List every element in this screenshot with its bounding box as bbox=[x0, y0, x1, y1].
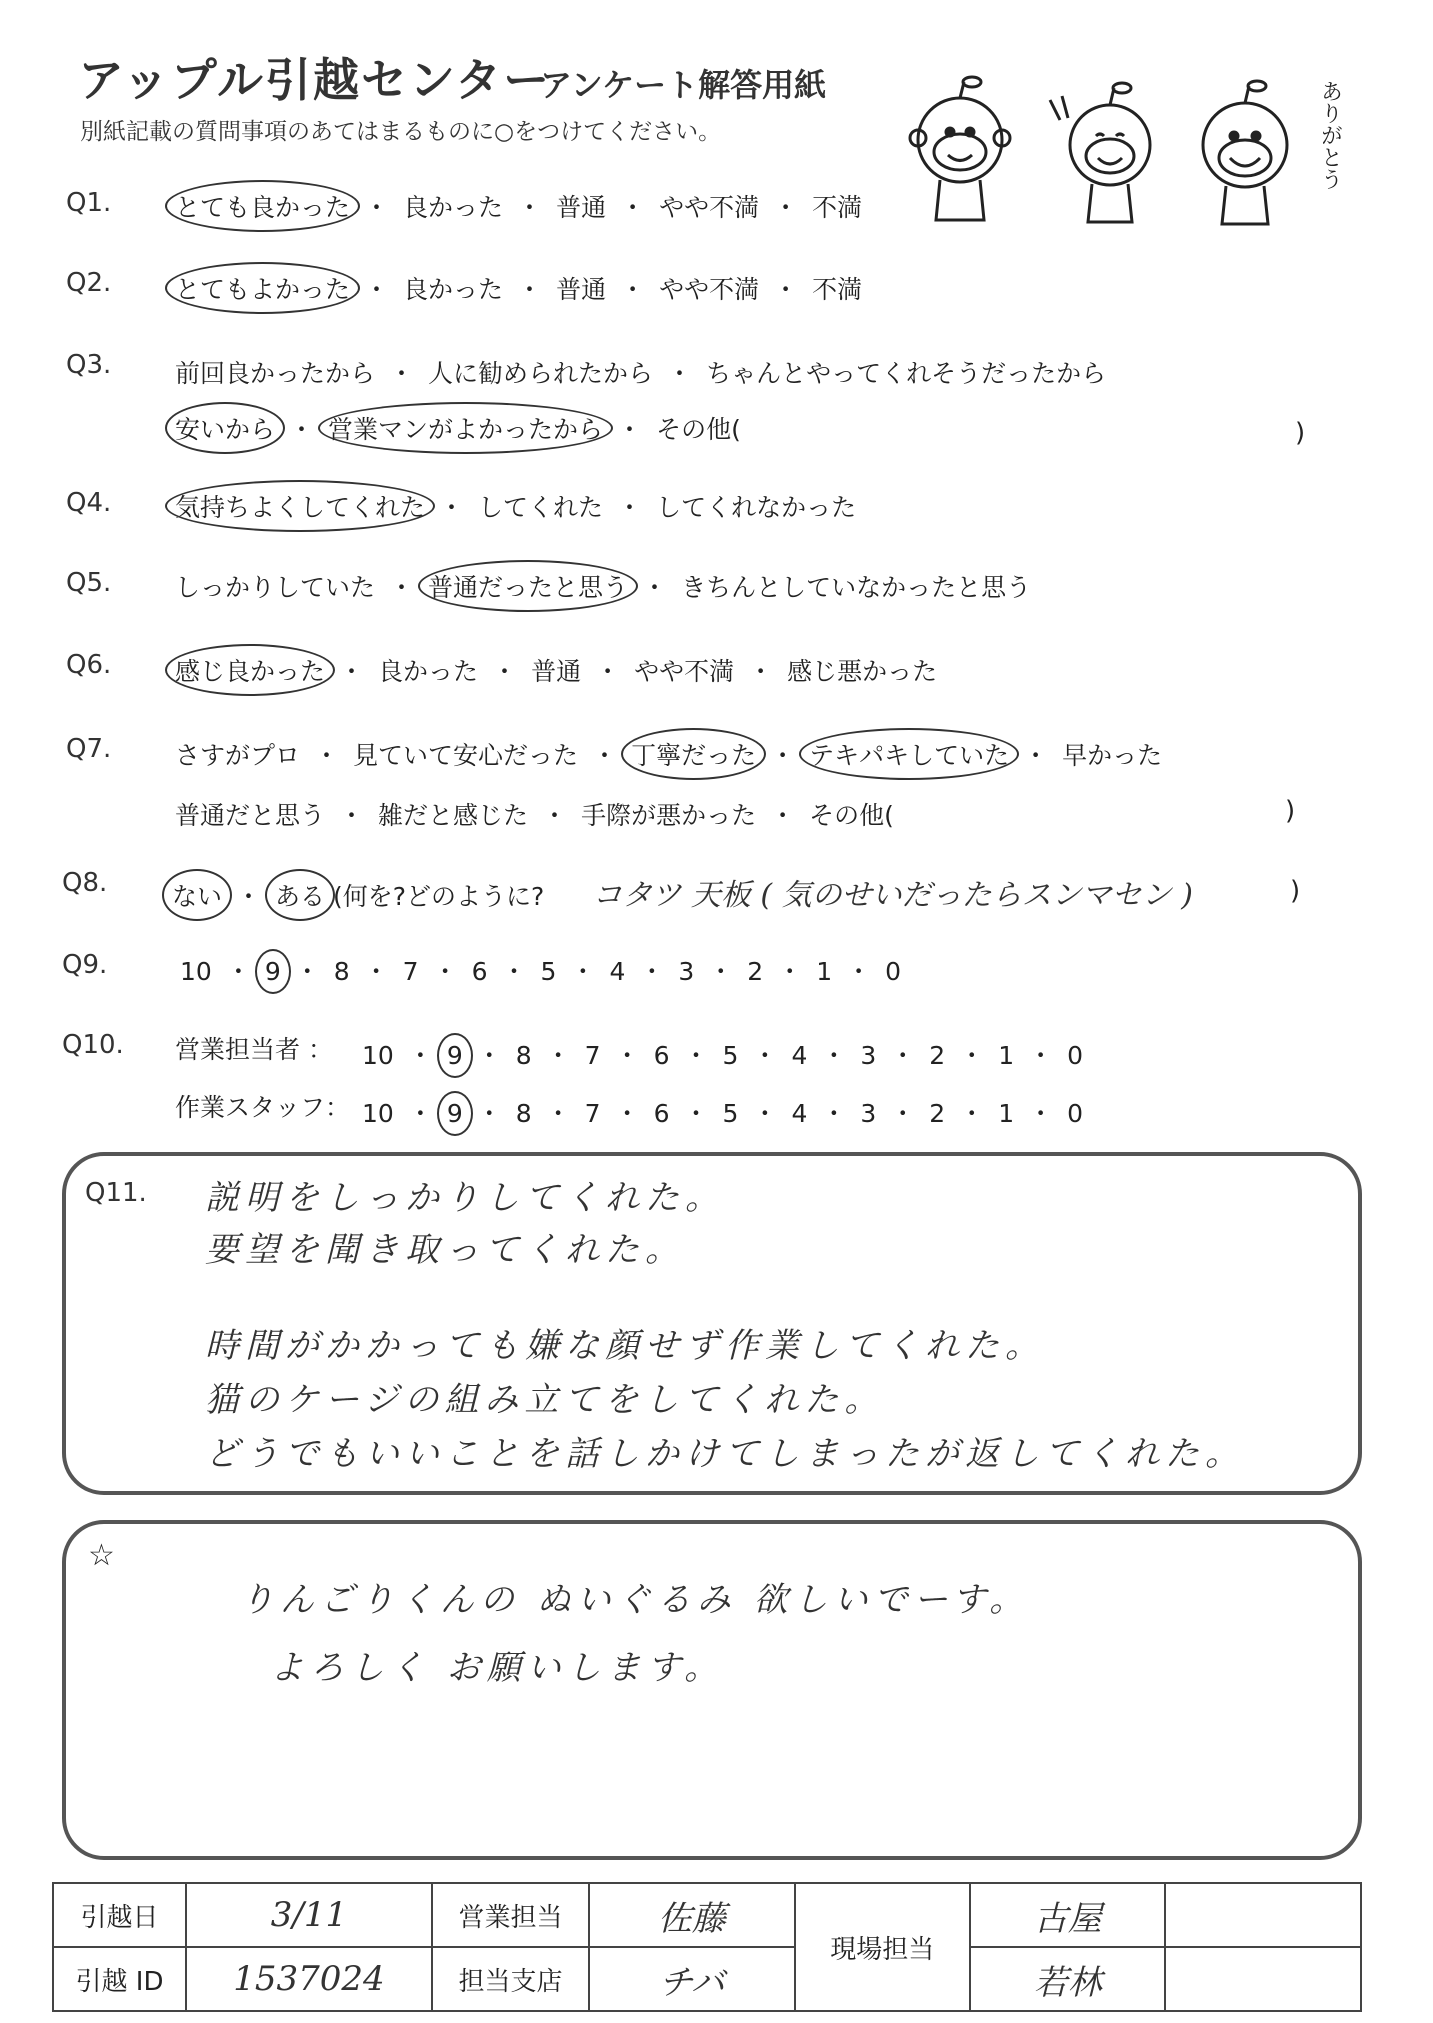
q7-option[interactable]: 見ていて安心だった bbox=[353, 741, 579, 770]
separator: ・ bbox=[890, 1099, 916, 1128]
separator: ・ bbox=[752, 1041, 778, 1070]
q10-staff-score-option[interactable]: 9 bbox=[446, 1099, 463, 1128]
q9-score-option[interactable]: 1 bbox=[816, 957, 833, 986]
separator: ・ bbox=[620, 275, 646, 304]
separator: ・ bbox=[389, 359, 415, 388]
q9-score-option[interactable]: 9 bbox=[264, 957, 281, 986]
move-id-label: 引越 ID bbox=[53, 1947, 186, 2011]
q10-staff-scale bbox=[360, 1094, 1085, 1130]
q11-line-5: どうでもいいことを話しかけてしまったが返してくれた。 bbox=[205, 1434, 1245, 1474]
q7-option[interactable]: 雑だと感じた bbox=[378, 801, 529, 830]
q9-scale bbox=[178, 952, 903, 988]
apple-mascots-illustration bbox=[900, 60, 1360, 240]
move-date-label: 引越日 bbox=[53, 1883, 186, 1947]
brand-title: アップル引越センター bbox=[78, 53, 552, 107]
q9-score-option[interactable]: 6 bbox=[471, 957, 488, 986]
separator: ・ bbox=[642, 573, 668, 602]
separator: ・ bbox=[959, 1099, 985, 1128]
empty-cell bbox=[1165, 1883, 1361, 1947]
separator: ・ bbox=[364, 275, 390, 304]
separator: ・ bbox=[1028, 1099, 1054, 1128]
q4-option[interactable]: してくれた bbox=[478, 493, 604, 522]
q3-label: Q3. bbox=[66, 350, 112, 380]
q10-staff-score-option[interactable]: 3 bbox=[860, 1099, 877, 1128]
q3-options-row bbox=[175, 354, 1106, 390]
separator: ・ bbox=[773, 275, 799, 304]
q10-sales-score-option[interactable]: 4 bbox=[791, 1041, 808, 1070]
q1-option[interactable]: 不満 bbox=[812, 193, 863, 222]
q1-option[interactable]: やや不満 bbox=[659, 193, 760, 222]
q10-sales-scale bbox=[360, 1036, 1085, 1072]
q10-sales-score-option[interactable]: 1 bbox=[998, 1041, 1015, 1070]
q10-staff-score-option[interactable]: 6 bbox=[653, 1099, 670, 1128]
q11-label: Q11. bbox=[85, 1178, 147, 1208]
separator: ・ bbox=[595, 657, 621, 686]
q10-staff-score-option[interactable]: 8 bbox=[515, 1099, 532, 1128]
separator: ・ bbox=[289, 415, 315, 444]
q8-prompt: (何を?どのように? bbox=[333, 882, 545, 911]
q3-option[interactable]: 安いから bbox=[175, 410, 275, 446]
q9-score-option[interactable]: 4 bbox=[609, 957, 626, 986]
q8-options bbox=[172, 870, 1193, 914]
q5-option[interactable]: 普通だったと思う bbox=[428, 568, 628, 604]
q10-sales-score-option[interactable]: 9 bbox=[446, 1041, 463, 1070]
separator: ・ bbox=[614, 1041, 640, 1070]
q5-label: Q5. bbox=[66, 568, 112, 598]
q7-options-row bbox=[175, 796, 894, 832]
q8-option-none[interactable]: ない bbox=[172, 877, 222, 913]
separator: ・ bbox=[501, 957, 527, 986]
separator: ・ bbox=[708, 957, 734, 986]
separator: ・ bbox=[752, 1099, 778, 1128]
separator: ・ bbox=[614, 1099, 640, 1128]
separator: ・ bbox=[821, 1099, 847, 1128]
q2-option[interactable]: 不満 bbox=[812, 275, 863, 304]
q6-label: Q6. bbox=[66, 650, 112, 680]
q9-score-option[interactable]: 5 bbox=[540, 957, 557, 986]
q2-option[interactable]: とてもよかった bbox=[175, 270, 350, 306]
star-mark: ☆ bbox=[88, 1538, 115, 1573]
separator: ・ bbox=[777, 957, 803, 986]
q7-option[interactable]: さすがプロ bbox=[175, 741, 301, 770]
sales-rep-value: 佐藤 bbox=[589, 1883, 795, 1947]
separator: ・ bbox=[570, 957, 596, 986]
form-subtitle: アンケート解答用紙 bbox=[540, 66, 827, 104]
q4-label: Q4. bbox=[66, 488, 112, 518]
q7-option[interactable]: その他( bbox=[809, 801, 894, 830]
branch-label: 担当支店 bbox=[432, 1947, 589, 2011]
mascot-middle bbox=[1050, 83, 1150, 222]
q6-option[interactable]: やや不満 bbox=[634, 657, 735, 686]
q1-label: Q1. bbox=[66, 188, 112, 218]
q3-options-row bbox=[175, 410, 741, 446]
q6-options-row bbox=[175, 652, 937, 688]
q10-staff-score-option[interactable]: 2 bbox=[929, 1099, 946, 1128]
q10-sales-score-option[interactable]: 2 bbox=[929, 1041, 946, 1070]
q10-sales-score-option[interactable]: 6 bbox=[653, 1041, 670, 1070]
separator: ・ bbox=[542, 801, 568, 830]
q7-option[interactable]: 丁寧だった bbox=[631, 736, 756, 772]
separator: ・ bbox=[846, 957, 872, 986]
mascot-right bbox=[1203, 81, 1287, 224]
move-id-value: 1537024 bbox=[186, 1947, 432, 2011]
separator: ・ bbox=[592, 741, 618, 770]
star-line-2: よろしく お願いします。 bbox=[270, 1648, 725, 1688]
q7-options-row bbox=[175, 736, 1162, 772]
q1-option[interactable]: 普通 bbox=[556, 193, 607, 222]
separator: ・ bbox=[339, 657, 365, 686]
separator: ・ bbox=[389, 573, 415, 602]
sales-rep-label: 営業担当 bbox=[432, 1883, 589, 1947]
q11-line-1: 説明をしっかりしてくれた。 bbox=[205, 1178, 725, 1218]
separator: ・ bbox=[545, 1099, 571, 1128]
q3-option[interactable]: ちゃんとやってくれそうだったから bbox=[706, 359, 1107, 388]
q1-option[interactable]: 良かった bbox=[403, 193, 504, 222]
q10-sales-score-option[interactable]: 8 bbox=[515, 1041, 532, 1070]
separator: ・ bbox=[1028, 1041, 1054, 1070]
separator: ・ bbox=[492, 657, 518, 686]
q11-line-3: 時間がかかっても嫌な顔せず作業してくれた。 bbox=[205, 1326, 1045, 1366]
q10-sales-score-option[interactable]: 0 bbox=[1067, 1041, 1084, 1070]
separator: ・ bbox=[407, 1041, 433, 1070]
separator: ・ bbox=[439, 493, 465, 522]
separator: ・ bbox=[314, 741, 340, 770]
separator: ・ bbox=[517, 275, 543, 304]
instruction-text: 別紙記載の質問事項のあてはまるものに○をつけてください。 bbox=[80, 119, 722, 145]
separator: ・ bbox=[517, 193, 543, 222]
q9-score-option[interactable]: 2 bbox=[747, 957, 764, 986]
mascot-caption: ありがとう bbox=[1317, 80, 1343, 190]
separator: ・ bbox=[773, 193, 799, 222]
separator: ・ bbox=[294, 957, 320, 986]
q8-option-some[interactable]: ある bbox=[275, 877, 325, 913]
q6-option[interactable]: 感じ悪かった bbox=[787, 657, 938, 686]
q9-score-option[interactable]: 3 bbox=[678, 957, 695, 986]
separator: ・ bbox=[407, 1099, 433, 1128]
separator: ・ bbox=[770, 801, 796, 830]
q9-score-option[interactable]: 10 bbox=[180, 957, 212, 986]
q10-sales-score-option[interactable]: 7 bbox=[584, 1041, 601, 1070]
separator: ・ bbox=[821, 1041, 847, 1070]
q7-close-paren: ) bbox=[1285, 796, 1296, 826]
separator: ・ bbox=[225, 957, 251, 986]
q7-option[interactable]: 普通だと思う bbox=[175, 801, 326, 830]
q10-sales-score-option[interactable]: 5 bbox=[722, 1041, 739, 1070]
q10-staff-score-option[interactable]: 1 bbox=[998, 1099, 1015, 1128]
separator: ・ bbox=[617, 415, 643, 444]
q10-sales-label: 営業担当者 ： bbox=[175, 1035, 333, 1064]
footer-table bbox=[52, 1882, 1362, 2012]
q8-label: Q8. bbox=[62, 868, 108, 898]
separator: ・ bbox=[476, 1099, 502, 1128]
q10-staff-score-option[interactable]: 7 bbox=[584, 1099, 601, 1128]
q7-label: Q7. bbox=[66, 734, 112, 764]
q3-option[interactable]: 人に勧められたから bbox=[428, 359, 654, 388]
site-staff-label: 現場担当 bbox=[795, 1883, 970, 2011]
separator: ・ bbox=[432, 957, 458, 986]
q10-staff-score-option[interactable]: 10 bbox=[362, 1099, 394, 1128]
separator: ・ bbox=[683, 1041, 709, 1070]
separator: ・ bbox=[620, 193, 646, 222]
q3-option[interactable]: その他( bbox=[656, 415, 741, 444]
q5-option[interactable]: きちんとしていなかったと思う bbox=[681, 573, 1032, 602]
separator: ・ bbox=[363, 957, 389, 986]
q8-handwritten-answer: コタツ 天板 ( 気のせいだったらスンマセン ) bbox=[592, 878, 1193, 913]
q5-option[interactable]: しっかりしていた bbox=[175, 573, 376, 602]
separator: ・ bbox=[364, 193, 390, 222]
q5-options-row bbox=[175, 568, 1031, 604]
separator: ・ bbox=[667, 359, 693, 388]
q9-score-option[interactable]: 8 bbox=[333, 957, 350, 986]
q10-sales-score-option[interactable]: 3 bbox=[860, 1041, 877, 1070]
q10-sales-score-option[interactable]: 10 bbox=[362, 1041, 394, 1070]
separator: ・ bbox=[617, 493, 643, 522]
q2-label: Q2. bbox=[66, 268, 112, 298]
q6-option[interactable]: 普通 bbox=[531, 657, 582, 686]
site-staff-value-1: 古屋 bbox=[970, 1883, 1165, 1947]
q11-line-2: 要望を聞き取ってくれた。 bbox=[205, 1230, 685, 1270]
q4-option[interactable]: してくれなかった bbox=[656, 493, 857, 522]
q2-options-row bbox=[175, 270, 862, 306]
star-line-1: りんごりくんの ぬいぐるみ 欲しいでーす。 bbox=[240, 1580, 1030, 1620]
move-date-value: 3/11 bbox=[186, 1883, 432, 1947]
separator: ・ bbox=[770, 741, 796, 770]
separator: ・ bbox=[476, 1041, 502, 1070]
q4-option[interactable]: 気持ちよくしてくれた bbox=[175, 488, 425, 524]
separator: ・ bbox=[959, 1041, 985, 1070]
q2-option[interactable]: 良かった bbox=[403, 275, 504, 304]
q10-staff-score-option[interactable]: 5 bbox=[722, 1099, 739, 1128]
q6-option[interactable]: 感じ良かった bbox=[175, 652, 325, 688]
q1-option[interactable]: とても良かった bbox=[175, 188, 350, 224]
q1-options-row bbox=[175, 188, 862, 224]
free-comment-box bbox=[62, 1520, 1362, 1860]
separator: ・ bbox=[890, 1041, 916, 1070]
q11-line-4: 猫のケージの組み立てをしてくれた。 bbox=[205, 1380, 885, 1420]
q2-option[interactable]: 普通 bbox=[556, 275, 607, 304]
separator: ・ bbox=[639, 957, 665, 986]
empty-cell bbox=[1165, 1947, 1361, 2011]
q7-option[interactable]: テキパキしていた bbox=[809, 736, 1009, 772]
separator: ・ bbox=[339, 801, 365, 830]
branch-value: チバ bbox=[589, 1947, 795, 2011]
q6-option[interactable]: 良かった bbox=[378, 657, 479, 686]
q7-option[interactable]: 早かった bbox=[1062, 741, 1163, 770]
q10-staff-label: 作業スタッフ： bbox=[175, 1093, 351, 1122]
separator: ・ bbox=[545, 1041, 571, 1070]
separator: ・ bbox=[236, 882, 262, 911]
separator: ・ bbox=[748, 657, 774, 686]
q10-staff-score-option[interactable]: 4 bbox=[791, 1099, 808, 1128]
q2-option[interactable]: やや不満 bbox=[659, 275, 760, 304]
q7-option[interactable]: 手際が悪かった bbox=[581, 801, 757, 830]
q10-label: Q10. bbox=[62, 1030, 124, 1060]
q8-close-paren: ) bbox=[1290, 876, 1301, 906]
separator: ・ bbox=[1023, 741, 1049, 770]
q10-staff-score-option[interactable]: 0 bbox=[1067, 1099, 1084, 1128]
q3-close-paren: ) bbox=[1295, 418, 1306, 448]
q4-options-row bbox=[175, 488, 856, 524]
site-staff-value-2: 若林 bbox=[970, 1947, 1165, 2011]
q9-score-option[interactable]: 0 bbox=[885, 957, 902, 986]
q3-option[interactable]: 前回良かったから bbox=[175, 359, 376, 388]
q9-score-option[interactable]: 7 bbox=[402, 957, 419, 986]
q3-option[interactable]: 営業マンがよかったから bbox=[328, 410, 603, 446]
mascot-left bbox=[910, 77, 1010, 220]
separator: ・ bbox=[683, 1099, 709, 1128]
q9-label: Q9. bbox=[62, 950, 108, 980]
